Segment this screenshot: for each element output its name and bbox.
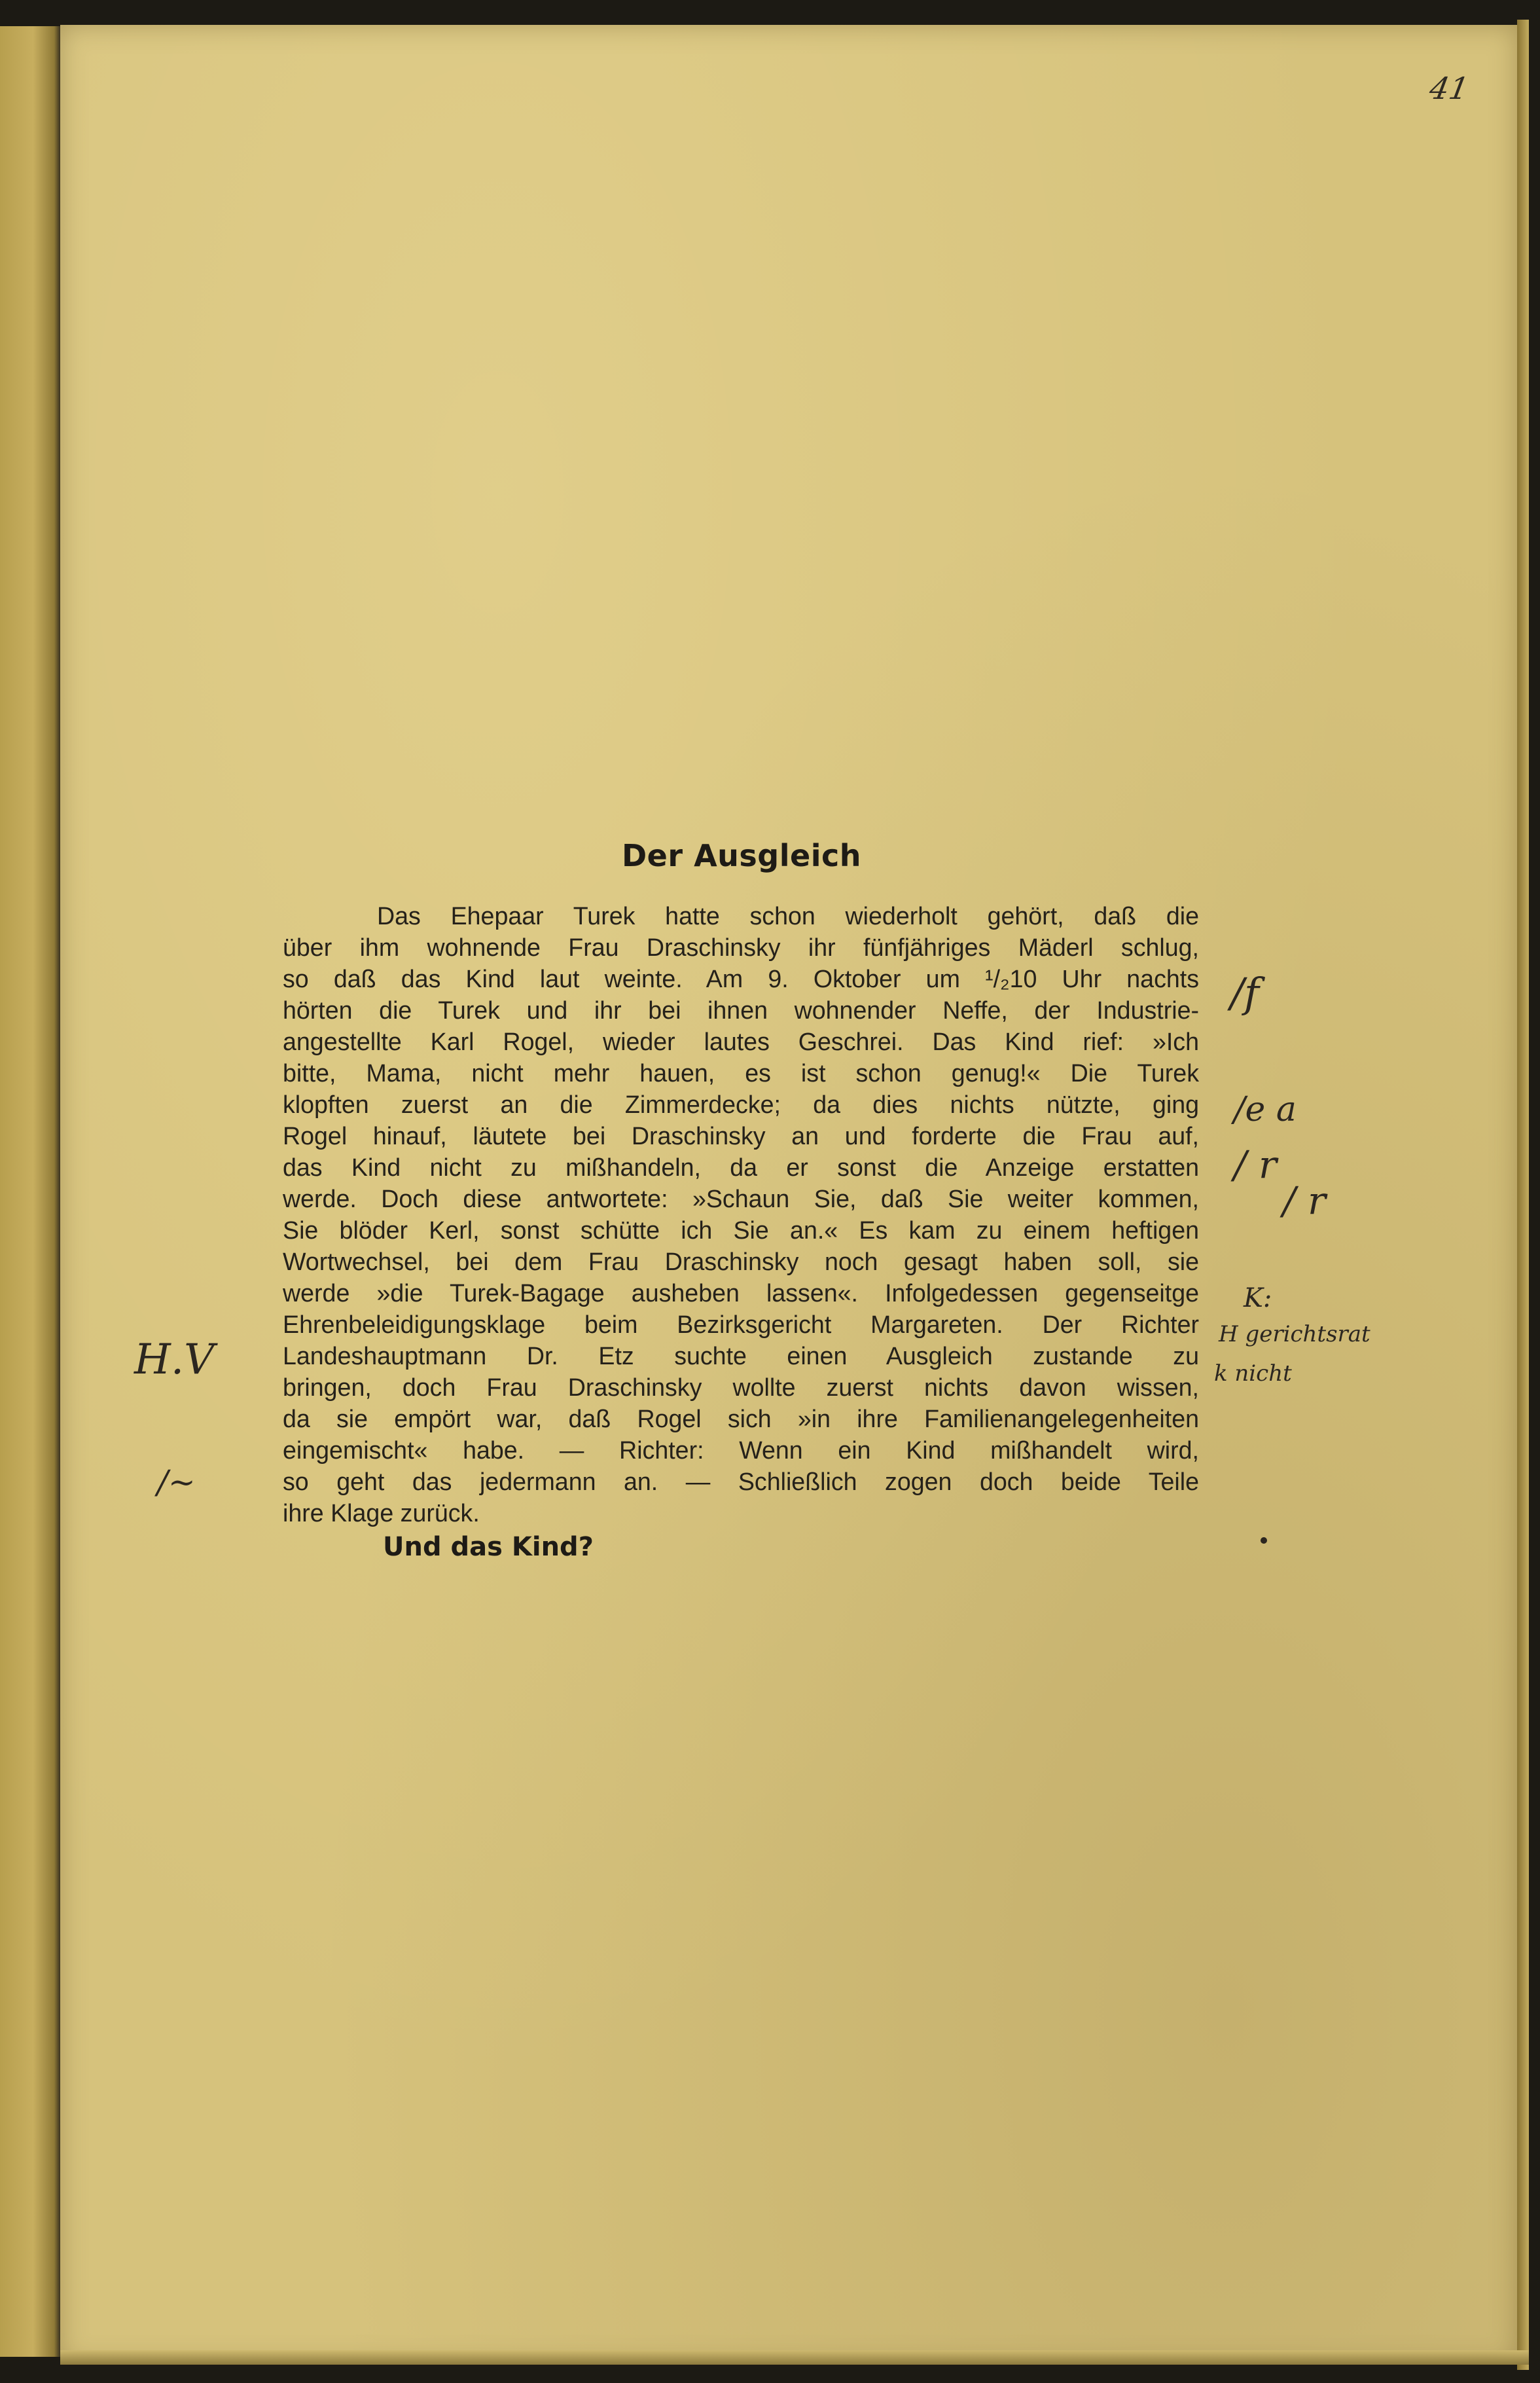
text-line: so daß das Kind laut weinte. Am 9. Oktober um ¹/₂10 Uhr nachts — [283, 965, 1199, 992]
text-line: Wortwechsel, bei dem Frau Draschinsky noch gesagt haben soll, sie — [283, 1248, 1199, 1275]
text-line: Landeshauptmann Dr. Etz suchte einen Ausgleich zustande zu — [283, 1342, 1199, 1370]
margin-mark: / r — [1283, 1178, 1326, 1223]
ink-dot — [1261, 1537, 1267, 1544]
margin-mark: /e a — [1234, 1090, 1297, 1129]
text-line: das Kind nicht zu mißhandeln, da er sonst die Anzeige erstatten — [283, 1154, 1199, 1181]
text-line: angestellte Karl Rogel, wieder lautes Geschrei. Das Kind rief: »Ich — [283, 1028, 1199, 1055]
page-edge — [1517, 20, 1529, 2370]
closing-line: Und das Kind? — [383, 1532, 594, 1562]
text-line: werde. Doch diese antwortete: »Schaun Sie, daß Sie weiter kommen, — [283, 1185, 1199, 1212]
text-line: Rogel hinauf, läutete bei Draschinsky an und forderte die Frau auf, — [283, 1122, 1199, 1150]
text-line: über ihm wohnende Frau Draschinsky ihr fünfjähriges Mäderl schlug, — [283, 934, 1199, 961]
margin-mark: /f — [1230, 969, 1259, 1017]
binding-edge — [0, 26, 60, 2357]
margin-mark: H gerichtsrat — [1219, 1321, 1370, 1347]
page-number: 41 — [1427, 71, 1472, 106]
article-title: Der Ausgleich — [622, 838, 861, 873]
article-body — [283, 900, 1199, 1529]
text-line: werde »die Turek-Bagage ausheben lassen«. Infolgedessen gegenseitge — [283, 1279, 1199, 1307]
text-line: Ehrenbeleidigungsklage beim Bezirksgericht Margareten. Der Richter — [283, 1311, 1199, 1338]
margin-mark: / r — [1234, 1142, 1277, 1187]
margin-mark: K: — [1244, 1283, 1272, 1313]
text-line: ihre Klage zurück. — [283, 1499, 480, 1527]
text-line: hörten die Turek und ihr bei ihnen wohnender Neffe, der Industrie- — [283, 996, 1199, 1024]
text-line: klopften zuerst an die Zimmerdecke; da dies nichts nützte, ging — [283, 1091, 1199, 1118]
text-line: so geht das jedermann an. — Schließlich zogen doch beide Teile — [283, 1468, 1199, 1495]
margin-mark: k nicht — [1214, 1360, 1292, 1387]
text-line: eingemischt« habe. — Richter: Wenn ein Kind mißhandelt wird, — [283, 1436, 1199, 1464]
text-line: bringen, doch Frau Draschinsky wollte zuerst nichts davon wissen, — [283, 1373, 1199, 1401]
text-line: Sie blöder Kerl, sonst schütte ich Sie an.« Es kam zu einem heftigen — [283, 1216, 1199, 1244]
page-bottom-edge — [60, 2350, 1529, 2365]
text-line: da sie empört war, daß Rogel sich »in ihre Familienangelegenheiten — [283, 1405, 1199, 1432]
text-line: Das Ehepaar Turek hatte schon wiederholt gehört, daß die — [377, 902, 1199, 930]
text-line: bitte, Mama, nicht mehr hauen, es ist schon genug!« Die Turek — [283, 1059, 1199, 1087]
margin-mark: H.V — [134, 1336, 215, 1384]
margin-mark: /~ — [157, 1463, 196, 1501]
